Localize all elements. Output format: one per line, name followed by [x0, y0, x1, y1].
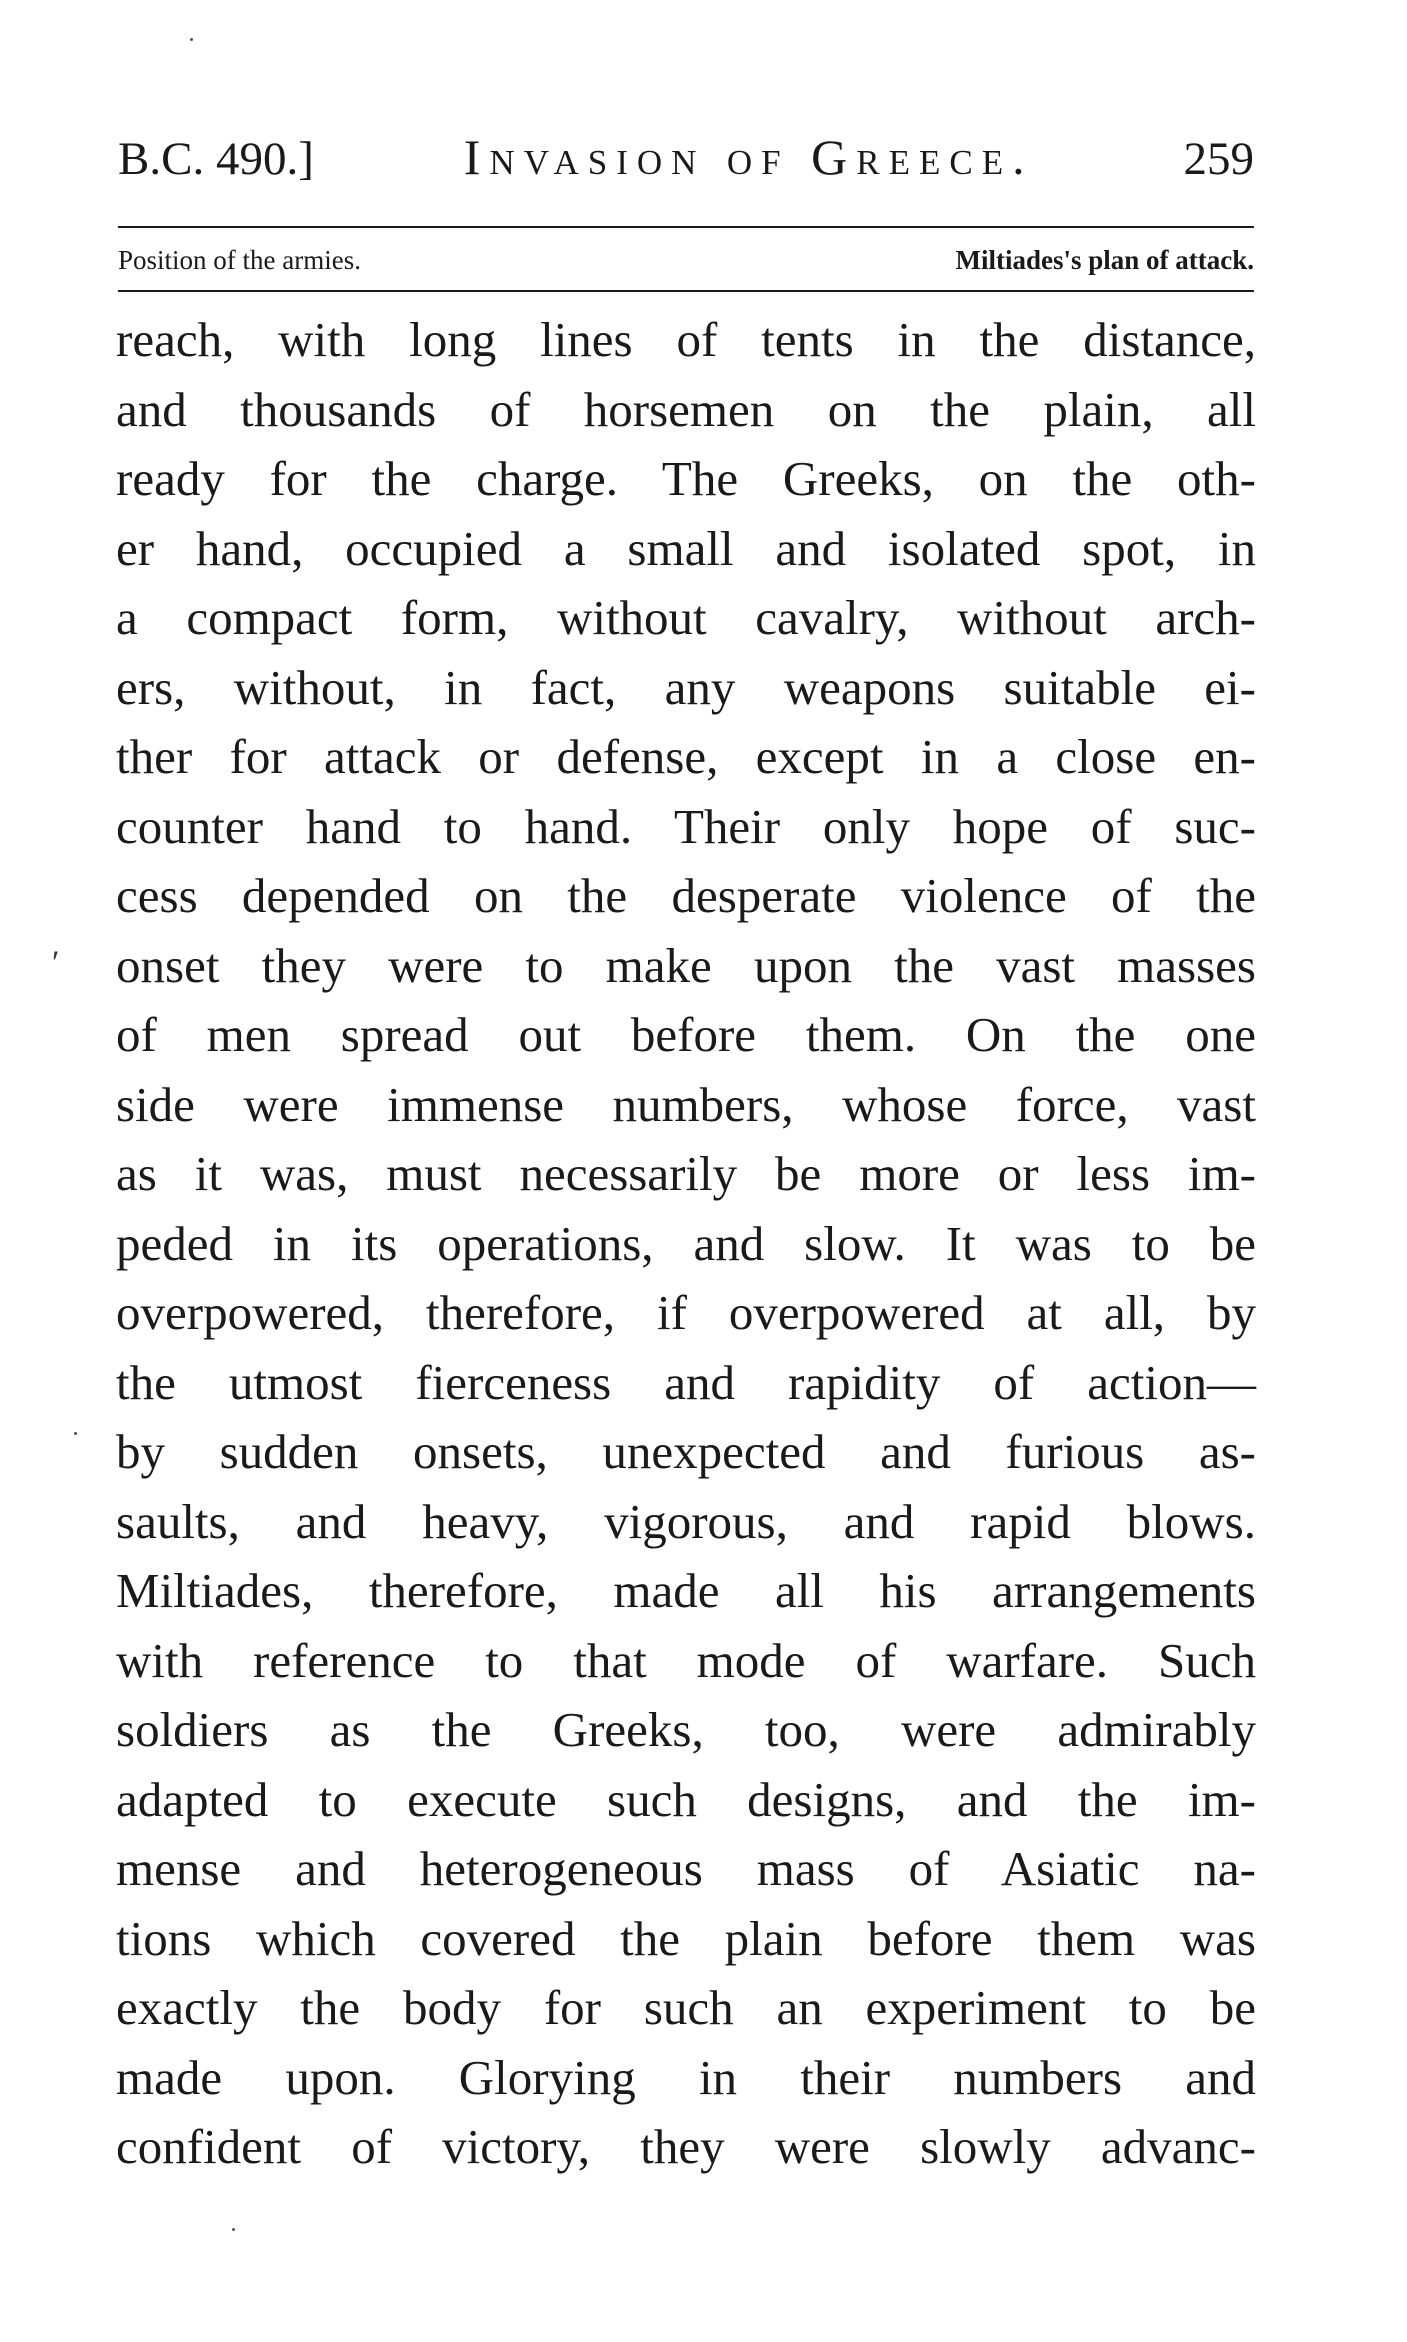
text-line: soldiers as the Greeks, too, were admirably: [116, 1702, 1256, 1757]
header-rule-bottom: [118, 290, 1254, 292]
text-line: a compact form, without cavalry, without arch-: [116, 590, 1256, 645]
paper-speck: [190, 38, 193, 41]
text-line: confident of victory, they were slowly advanc-: [116, 2119, 1256, 2174]
text-line: adapted to execute such designs, and the im-: [116, 1771, 1256, 1827]
text-line: counter hand to hand. Their only hope of suc-: [116, 798, 1256, 854]
text-line: of men spread out before them. On the one: [116, 1007, 1256, 1062]
text-line: made upon. Glorying in their numbers and: [116, 2049, 1256, 2105]
sidenote-left: Position of the armies.: [118, 244, 361, 275]
text-line: tions which covered the plain before them was: [116, 1910, 1256, 1966]
text-line: er hand, occupied a small and isolated spot, in: [116, 520, 1256, 576]
text-line: by sudden onsets, unexpected and furious as-: [116, 1424, 1256, 1479]
text-line: reach, with long lines of tents in the distance,: [116, 312, 1256, 367]
text-line: saults, and heavy, vigorous, and rapid blows.: [116, 1493, 1256, 1549]
margin-tick-mark: ʹ: [52, 945, 60, 982]
running-head-date: B.C. 490.]: [118, 133, 314, 185]
text-line: Miltiades, therefore, made all his arrangements: [116, 1563, 1256, 1618]
text-line: cess depended on the desperate violence of the: [116, 868, 1256, 923]
paper-speck: [232, 2228, 235, 2231]
paper-speck: [74, 1432, 77, 1435]
sidenotes: [118, 235, 1254, 285]
text-line: overpowered, therefore, if overpowered at all, by: [116, 1285, 1256, 1340]
text-line: onset they were to make upon the vast masses: [116, 937, 1256, 993]
text-line: ers, without, in fact, any weapons suitable ei-: [116, 659, 1256, 715]
header-rule-top: [118, 226, 1254, 228]
text-line: the utmost fierceness and rapidity of action—: [116, 1354, 1256, 1410]
running-head-title: Invasion of Greece.: [463, 129, 1034, 185]
text-line: exactly the body for such an experiment to be: [116, 1980, 1256, 2035]
text-line: as it was, must necessarily be more or less im-: [116, 1146, 1256, 1201]
running-head: [118, 128, 1254, 198]
text-line: and thousands of horsemen on the plain, all: [116, 381, 1256, 437]
text-line: peded in its operations, and slow. It was to be: [116, 1215, 1256, 1271]
page-number: 259: [1183, 133, 1254, 185]
text-line: ready for the charge. The Greeks, on the oth-: [116, 451, 1256, 506]
sidenote-right: Miltiades's plan of attack.: [955, 244, 1254, 275]
text-line: side were immense numbers, whose force, vast: [116, 1076, 1256, 1132]
text-line: with reference to that mode of warfare. Such: [116, 1632, 1256, 1688]
text-line: mense and heterogeneous mass of Asiatic na-: [116, 1841, 1256, 1896]
text-line: ther for attack or defense, except in a close en-: [116, 729, 1256, 784]
body-text: [116, 305, 1256, 2182]
